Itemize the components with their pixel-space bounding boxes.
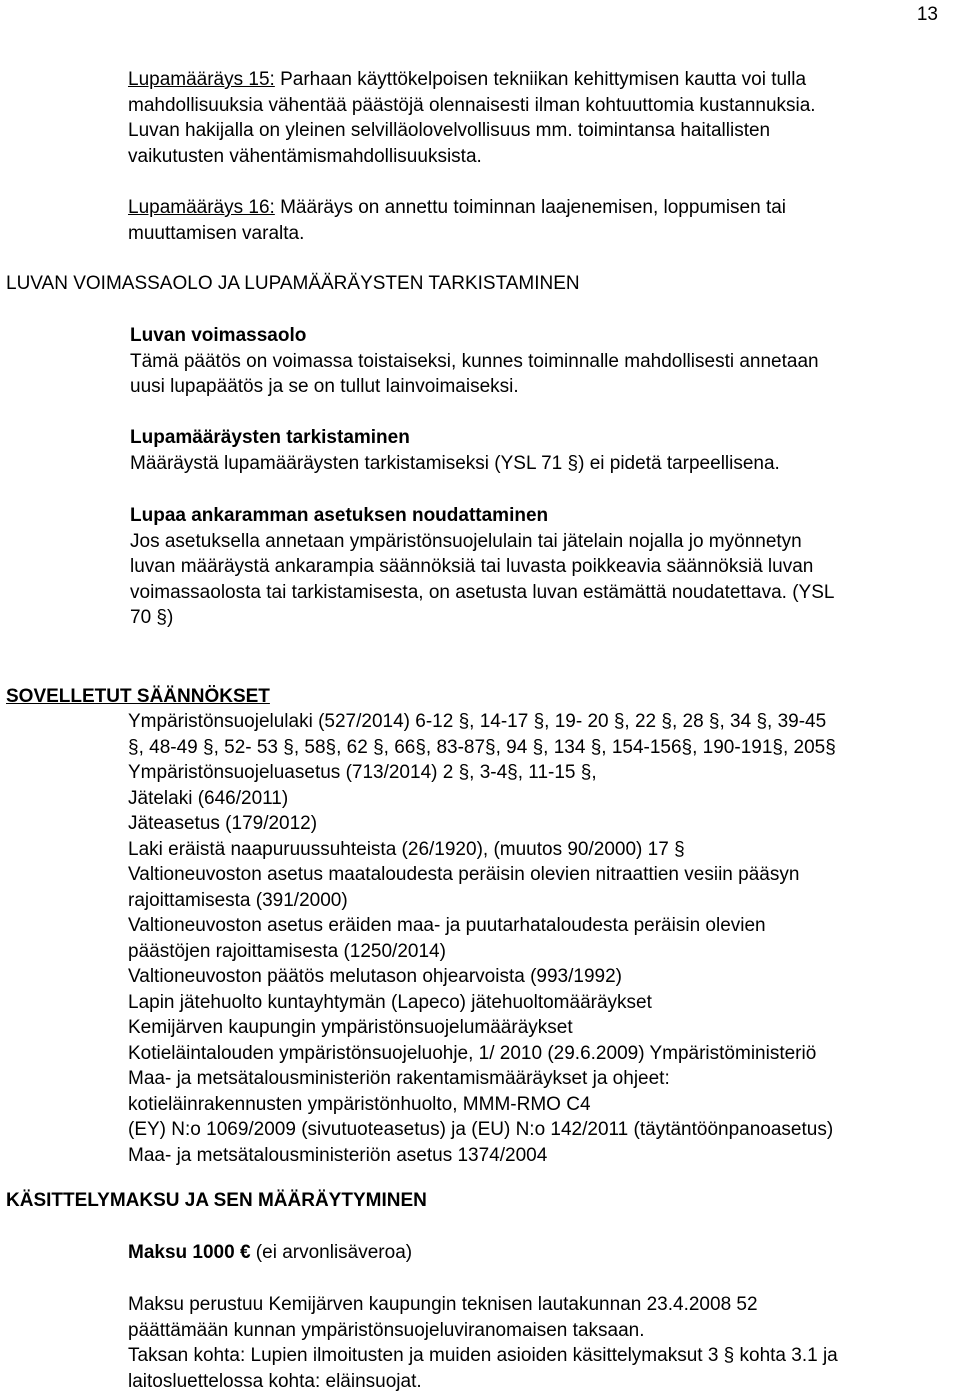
body-line: voimassaolosta tai tarkistamisesta, on asetusta luvan estämättä noudatettava. (YSL — [130, 581, 835, 603]
body-line: uusi lupapäätös ja se on tullut lainvoimaiseksi. — [130, 376, 519, 397]
subsection-title: Lupaa ankaramman asetuksen noudattaminen — [130, 505, 549, 526]
regulation-line: §, 48-49 §, 52- 53 §, 58§, 62 §, 66§, 83-87§, 94 §, 134 §, 154-156§, 190-191§, 205§ — [128, 736, 836, 758]
subsection-ankaramman-asetuksen — [130, 503, 940, 631]
body-line: päättämään kunnan ympäristönsuojeluviranomaisen taksaan. — [128, 1319, 645, 1341]
regulation-line: Jätelaki (646/2011) — [128, 787, 289, 809]
body-line: Taksan kohta: Lupien ilmoitusten ja muiden asioiden käsittelymaksut 3 § kohta 3.1 ja — [128, 1345, 838, 1366]
regulation-line: Jäteasetus (179/2012) — [128, 813, 318, 834]
regulation-line: Kotieläintalouden ympäristönsuojeluohje, 1/ 2010 (29.6.2009) Ympäristöministeriö — [128, 1042, 817, 1064]
subsection-luvan-voimassaolo — [130, 323, 940, 400]
lupamaarays-16-line: Määräys on annettu toiminnan laajenemisen, loppumisen tai — [274, 197, 787, 218]
subsection-title: Lupamääräysten tarkistaminen — [130, 427, 410, 448]
page-number: 13 — [916, 4, 938, 25]
regulation-line: kotieläinrakennusten ympäristönhuolto, MMM-RMO C4 — [128, 1093, 591, 1115]
regulation-line: Valtioneuvoston asetus maataloudesta peräisin olevien nitraattien vesiin pääsyn — [128, 864, 800, 885]
lupamaarays-15-line: mahdollisuuksia vähentää päästöjä olennaisesti ilman kohtuuttomia kustannuksia. — [128, 94, 816, 116]
subsection-title: Luvan voimassaolo — [130, 325, 307, 346]
regulation-line: päästöjen rajoittamisesta (1250/2014) — [128, 940, 446, 962]
subsection-tarkistaminen — [130, 425, 940, 476]
regulation-line: Laki eräistä naapuruussuhteista (26/1920), (muutos 90/2000) 17 § — [128, 838, 685, 860]
lupamaarays-15-line: Luvan hakijalla on yleinen selvilläolovelvollisuus mm. toimintansa haitallisten — [128, 120, 771, 141]
regulation-line: Kemijärven kaupungin ympäristönsuojelumääräykset — [128, 1017, 573, 1038]
applied-regulations-list — [128, 709, 958, 1168]
lupamaarays-15-line: vaikutusten vähentämismahdollisuuksista. — [128, 145, 482, 167]
fee-basis — [128, 1292, 948, 1394]
fee-amount-note: (ei arvonlisäveroa) — [250, 1242, 413, 1263]
body-line: Tämä päätös on voimassa toistaiseksi, kunnes toiminnalle mahdollisesti annetaan — [130, 350, 819, 372]
lupamaarays-15-line: Parhaan käyttökelpoisen tekniikan kehittymisen kautta voi tulla — [274, 69, 807, 90]
body-line: Maksu perustuu Kemijärven kaupungin teknisen lautakunnan 23.4.2008 52 — [128, 1294, 758, 1315]
lupamaarays-16-label: Lupamääräys 16: — [128, 197, 275, 218]
lupamaarays-15-label: Lupamääräys 15: — [128, 69, 275, 90]
fee-amount — [128, 1240, 948, 1266]
body-line: luvan määräystä ankarampia säännöksiä tai luvasta poikkeavia säännöksiä luvan — [130, 556, 814, 577]
regulation-line: Maa- ja metsätalousministeriön asetus 1374/2004 — [128, 1144, 548, 1166]
body-line: Jos asetuksella annetaan ympäristönsuojelulain tai jätelain nojalla jo myönnetyn — [130, 530, 802, 552]
regulation-line: (EY) N:o 1069/2009 (sivutuoteasetus) ja (EU) N:o 142/2011 (täytäntöönpanoasetus) — [128, 1119, 834, 1140]
regulation-line: Valtioneuvoston asetus eräiden maa- ja puutarhataloudesta peräisin olevien — [128, 915, 766, 936]
regulation-line: Lapin jätehuolto kuntayhtymän (Lapeco) jätehuoltomääräykset — [128, 991, 652, 1013]
lupamaarays-15 — [128, 67, 948, 169]
regulation-line: Ympäristönsuojelulaki (527/2014) 6-12 §, 14-17 §, 19- 20 §, 22 §, 28 §, 34 §, 39-45 — [128, 711, 827, 732]
fee-amount-bold: Maksu 1000 € — [128, 1242, 251, 1263]
regulation-line: Ympäristönsuojeluasetus (713/2014) 2 §, 3-4§, 11-15 §, — [128, 762, 597, 783]
body-line: Määräystä lupamääräysten tarkistamiseksi (YSL 71 §) ei pidetä tarpeellisena. — [130, 452, 780, 474]
lupamaarays-16 — [128, 195, 948, 246]
regulation-line: Maa- ja metsätalousministeriön rakentamismääräykset ja ohjeet: — [128, 1068, 670, 1089]
section-heading-voimassaolo: LUVAN VOIMASSAOLO JA LUPAMÄÄRÄYSTEN TARKISTAMINEN — [6, 273, 580, 294]
body-line: 70 §) — [130, 607, 174, 628]
section-heading-sovelletut: SOVELLETUT SÄÄNNÖKSET — [6, 686, 270, 707]
section-heading-kasittelymaksu: KÄSITTELYMAKSU JA SEN MÄÄRÄYTYMINEN — [6, 1190, 427, 1211]
lupamaarays-16-line: muuttamisen varalta. — [128, 222, 305, 244]
body-line: laitosluettelossa kohta: eläinsuojat. — [128, 1370, 422, 1392]
regulation-line: rajoittamisesta (391/2000) — [128, 889, 348, 911]
regulation-line: Valtioneuvoston päätös melutason ohjearvoista (993/1992) — [128, 966, 622, 987]
